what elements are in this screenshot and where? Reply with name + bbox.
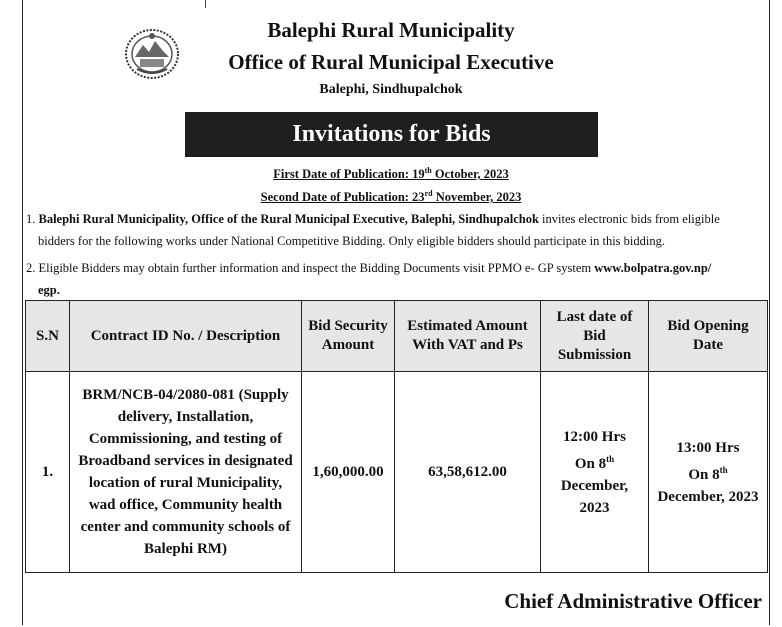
invitation-banner: Invitations for Bids	[185, 112, 598, 157]
header-estimated: Estimated Amount With VAT and Ps	[395, 301, 541, 372]
cell-estimated: 63,58,612.00	[395, 372, 541, 573]
paragraph-1: 1. Balephi Rural Municipality, Office of the Rural Municipal Executive, Balephi, Sindhupalchok invites electronic bids from eligible bidders for the following works under National Competitive Bidding. Only eligible bidders should participate in this bidding.	[26, 212, 720, 248]
header-contract: Contract ID No. / Description	[70, 301, 302, 372]
header-sn: S.N	[26, 301, 70, 372]
signature-title: Chief Administrative Officer	[504, 589, 762, 613]
header-opening: Bid Opening Date	[649, 301, 768, 372]
cell-contract: BRM/NCB-04/2080-081 (Supply delivery, Installation, Commissioning, and testing of Broadband services in designated location of rural Municipality, wad office, Community health center and community schools of Balephi RM)	[70, 372, 302, 573]
bids-table	[25, 300, 768, 573]
table-row	[26, 372, 768, 573]
header-security: Bid Security Amount	[302, 301, 395, 372]
paragraph-2: 2. Eligible Bidders may obtain further information and inspect the Bidding Documents visit PPMO e- GP system www.bolpatra.gov.np/ egp.	[26, 261, 712, 297]
bolpatra-link[interactable]: www.bolpatra.gov.np/	[594, 261, 712, 275]
office-address: Balephi, Sindhupalchok	[319, 82, 463, 97]
cell-last-date: 12:00 Hrs On 8th December, 2023	[541, 372, 649, 573]
office-title: Office of Rural Municipal Executive	[228, 50, 554, 74]
second-publication-date: Second Date of Publication: 23rd November, 2023	[260, 189, 522, 205]
header-last-date: Last date of Bid Submission	[541, 301, 649, 372]
top-divider	[205, 0, 206, 8]
cell-opening-date: 13:00 Hrs On 8th December, 2023	[649, 372, 768, 573]
cell-sn: 1.	[26, 372, 70, 573]
cell-security: 1,60,000.00	[302, 372, 395, 573]
table-header-row	[26, 301, 768, 372]
first-publication-date: First Date of Publication: 19th October, 2023	[273, 166, 509, 182]
municipality-title: Balephi Rural Municipality	[267, 18, 515, 42]
